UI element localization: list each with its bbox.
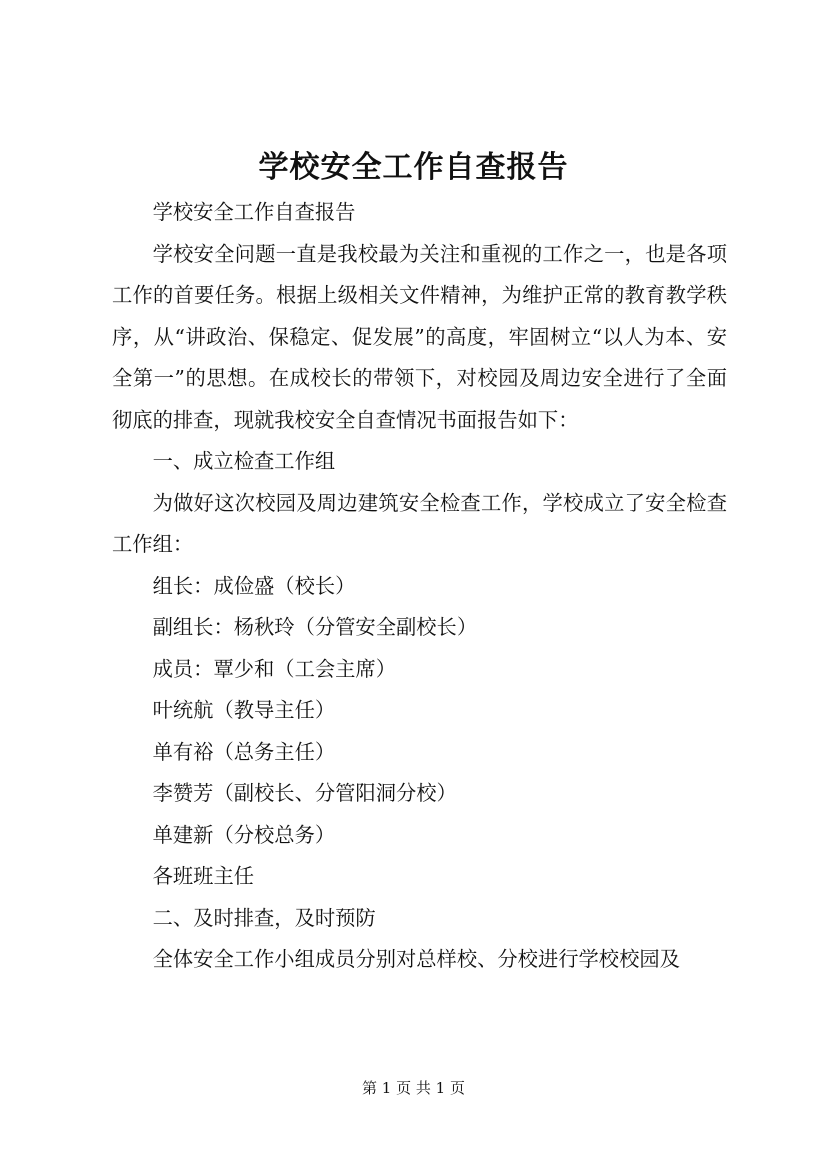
team-member-line: 李赞芳（副校长、分管阳洞分校） <box>152 781 457 805</box>
section-heading-2: 二、及时排查，及时预防 <box>152 905 376 930</box>
team-deputy-line: 副组长：杨秋玲（分管安全副校长） <box>152 615 478 639</box>
section-heading-1: 一、成立检查工作组 <box>152 449 336 473</box>
team-member-line: 叶统航（教导主任） <box>152 698 336 722</box>
team-member-line: 单有裕（总务主任） <box>152 739 336 764</box>
team-member-line: 单建新（分校总务） <box>152 822 336 847</box>
paragraph-inspection: 全体安全工作小组成员分别对总样校、分校进行学校校园及 <box>152 947 680 971</box>
paragraph-team-intro: 为做好这次校园及周边建筑安全检查工作，学校成立了安全检查工作组： <box>112 490 727 556</box>
page-number-footer: 第 1 页 共 1 页 <box>362 1079 465 1097</box>
document-title: 学校安全工作自查报告 <box>258 150 569 185</box>
paragraph-subtitle: 学校安全工作自查报告 <box>152 200 356 224</box>
document-body <box>112 192 727 981</box>
paragraph-intro: 学校安全问题一直是我校最为关注和重视的工作之一，也是各项工作的首要任务。根据上级相关文件精神，为维护正常的教育教学秩序，从“讲政治、保稳定、促发展”的高度，牢固树立“以人为本、安全第一”的思想。在成校长的带领下，对校园及周边安全进行了全面彻底的排查，现就我校安全自查情况书面报告如下： <box>112 241 727 432</box>
team-leader-line: 组长：成俭盛（校长） <box>152 573 356 598</box>
team-member-line: 成员：覃少和（工会主席） <box>152 656 396 681</box>
team-member-line: 各班班主任 <box>152 864 255 888</box>
